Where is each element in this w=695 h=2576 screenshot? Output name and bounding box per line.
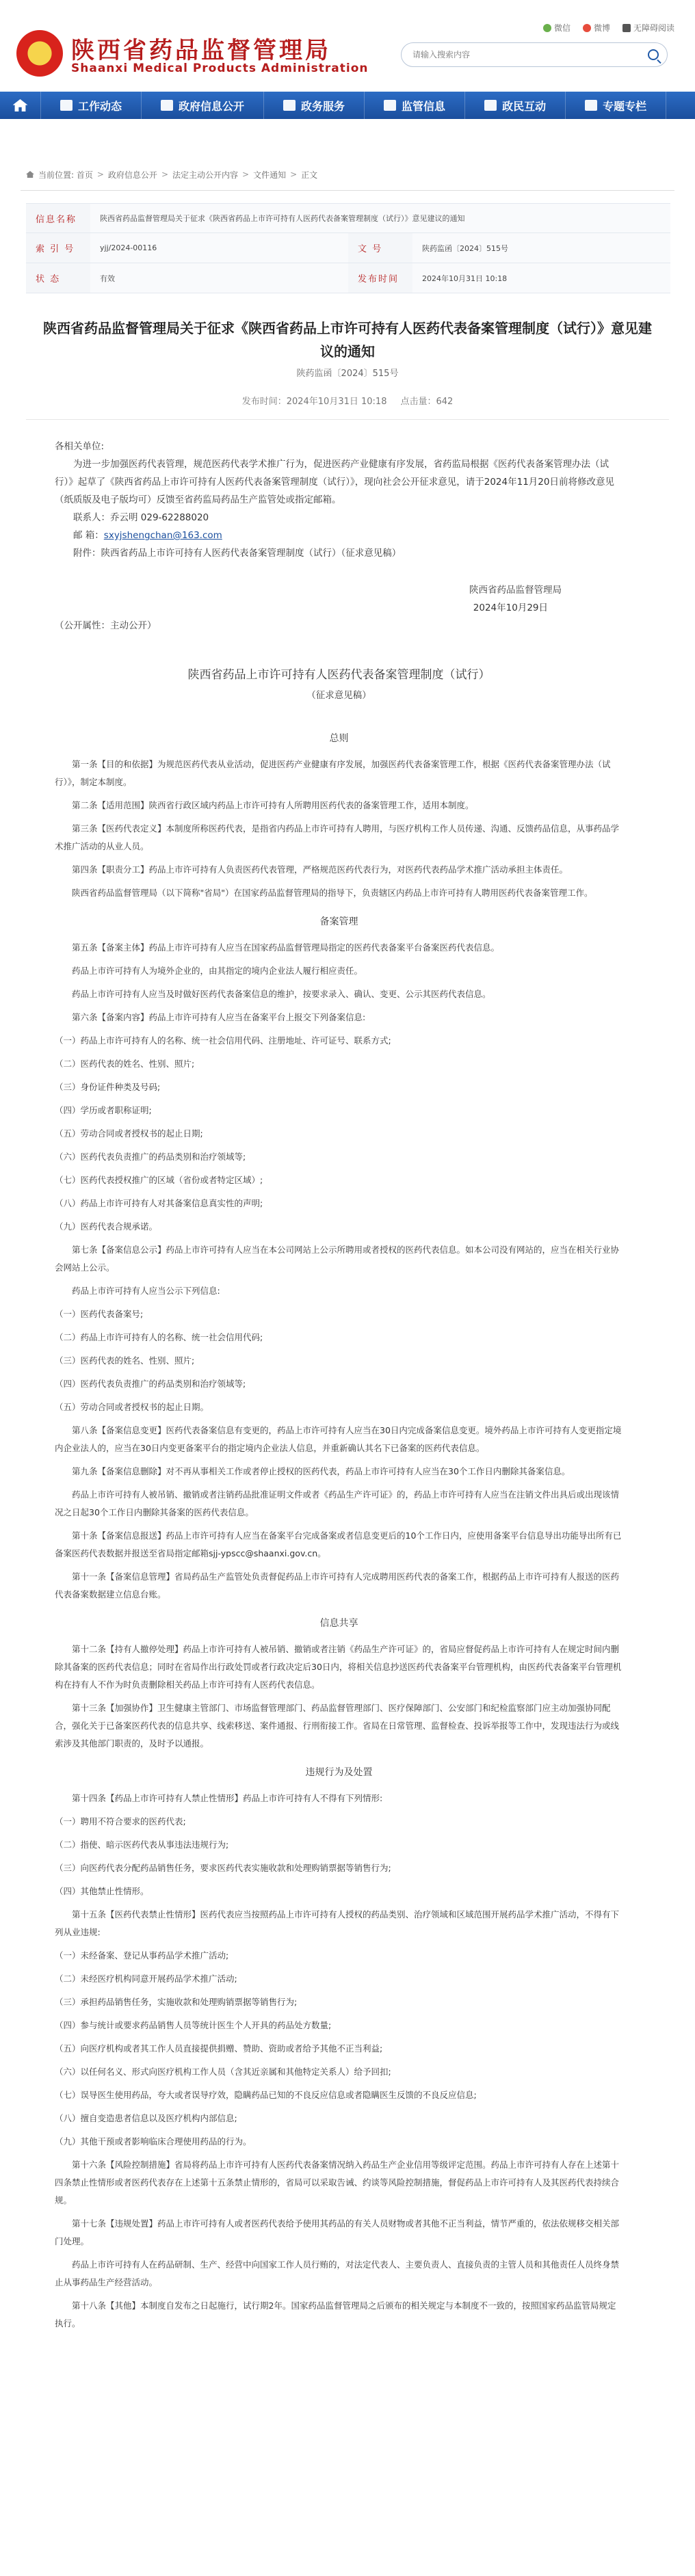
list-item: （七）误导医生使用药品，夸大或者误导疗效，隐瞒药品已知的不良反应信息或者隐瞒医生反馈的不良反应信息; — [55, 2090, 477, 2100]
top-links — [543, 22, 674, 34]
meta-row-index — [26, 233, 670, 263]
accessibility-icon — [622, 24, 631, 32]
article-paragraph: 第七条【备案信息公示】药品上市许可持有人应当在本公司网站上公示所聘用或者授权的医药代表信息。如本公司没有网站的，应当在相关行业协会网站上公示。 — [55, 1245, 620, 1273]
nav-item-regulatory-info[interactable]: 监管信息 — [365, 92, 465, 119]
meta-value: 有效 — [90, 263, 348, 293]
article-paragraph: 第十三条【加强协作】卫生健康主管部门、市场监督管理部门、药品监督管理部门、医疗保障部门、公安部门和纪检监察部门应主动加强协同配合，强化关于已备案医药代表的信息共享、线索移送、案件通报、行刑衔接工作。省局在日常管理、监督检查、投诉举报等工作中，发现违法行为或线索涉及其他部门职责的，及时予以通报。 — [55, 1703, 620, 1749]
nav-item-work-news[interactable]: 工作动态 — [41, 92, 142, 119]
list-item: （五）向医疗机构或者其工作人员直接提供捐赠、赞助、资助或者给予其他不正当利益; — [55, 2043, 383, 2054]
list-item: （五）劳动合同或者授权书的起止日期; — [55, 1128, 203, 1139]
breadcrumb-item[interactable]: 政府信息公开 — [107, 170, 157, 180]
salutation: 各相关单位: — [55, 441, 105, 452]
breadcrumb-item[interactable]: 法定主动公开内容 — [172, 170, 239, 180]
news-icon — [60, 100, 73, 111]
list-item: （三）向医药代表分配药品销售任务，要求医药代表实施收款和处理购销票据等销售行为; — [55, 1863, 391, 1873]
article-paragraph: 第十六条【风险控制措施】省局将药品上市许可持有人医药代表备案情况纳入药品生产企业信用等级评定范围。药品上市许可持有人存在上述第十四条禁止性情形或者医药代表存在上述第十五条禁止情形的，省局可以采取告诫、约谈等风险控制措施，督促药品上市许可持有人及其医药代表持续合规。 — [55, 2160, 620, 2205]
meta-row-info-name — [26, 203, 670, 233]
article-paragraph: 药品上市许可持有人被吊销、撤销或者注销药品批准证明文件或者《药品生产许可证》的，药品上市许可持有人应当在注销文件出具后或出现该情况之日起30个工作日内删除其备案的医药代表信息。 — [55, 1489, 620, 1517]
article-title: 陕西省药品监督管理局关于征求《陕西省药品上市许可持有人医药代表备案管理制度（试行）》意见建议的通知 — [43, 320, 652, 360]
article-paragraph: 第十七条【违规处置】药品上市许可持有人或者医药代表给予使用其药品的有关人员财物或者其他不正当利益，情节严重的，依法依规移交相关部门处理。 — [55, 2218, 620, 2246]
document-icon — [161, 100, 173, 111]
main-nav — [0, 92, 695, 119]
sign-org: 陕西省药品监督管理局 — [469, 585, 562, 596]
document-title: 陕西省药品上市许可持有人医药代表备案管理制度（试行） — [187, 668, 490, 682]
article-paragraph: 第五条【备案主体】药品上市许可持有人应当在国家药品监督管理局指定的医药代表备案平台备案医药代表信息。 — [72, 942, 500, 953]
article-paragraph: 第一条【目的和依据】为规范医药代表从业活动，促进医药产业健康有序发展，加强医药代表备案管理工作，根据《医药代表备案管理办法（试行）》，制定本制度。 — [55, 759, 611, 787]
list-item: （九）其他干预或者影响临床合理使用药品的行为。 — [55, 2136, 252, 2147]
search-box — [401, 42, 668, 67]
list-item: （六）医药代表负责推广的药品类别和治疗领域等; — [55, 1152, 246, 1162]
meta-value: 陕西省药品监督管理局关于征求《陕西省药品上市许可持有人医药代表备案管理制度（试行）》意见建议的通知 — [90, 204, 670, 233]
nav-item-gov-services[interactable]: 政务服务 — [264, 92, 365, 119]
search-icon[interactable] — [648, 49, 659, 60]
list-item: （四）其他禁止性情形。 — [55, 1886, 149, 1896]
meta-value: 2024年10月31日 10:18 — [412, 263, 670, 293]
wechat-link[interactable]: 微信 — [543, 22, 571, 34]
nav-item-special-topics[interactable]: 专题专栏 — [566, 92, 666, 119]
list-item: （二）医药代表的姓名、性别、照片; — [55, 1059, 195, 1069]
document-subtitle: （征求意见稿） — [306, 690, 371, 701]
chat-icon — [484, 100, 497, 111]
article-paragraph: 第九条【备案信息删除】对不再从事相关工作或者停止授权的医药代表，药品上市许可持有人应当在30个工作日内删除其备案信息。 — [72, 1466, 571, 1476]
list-item: （一）药品上市许可持有人的名称、统一社会信用代码、注册地址、许可证号、联系方式; — [55, 1035, 391, 1046]
article-docno: 陕药监函〔2024〕515号 — [296, 369, 399, 379]
article-body — [55, 438, 623, 2333]
services-icon — [283, 100, 296, 111]
article-paragraph: 第六条【备案内容】药品上市许可持有人应当在备案平台上报交下列备案信息: — [72, 1012, 366, 1022]
article-paragraph: 药品上市许可持有人应当及时做好医药代表备案信息的维护，按要求录入、确认、变更、公示其医药代表信息。 — [72, 989, 491, 999]
divider — [26, 419, 669, 420]
home-icon — [13, 99, 28, 111]
meta-label: 信息名称 — [26, 204, 90, 233]
breadcrumb-item[interactable]: 文件通知 — [253, 170, 287, 180]
list-item: （八）药品上市许可持有人对其备案信息真实性的声明; — [55, 1198, 263, 1208]
list-item: （五）劳动合同或者授权书的起止日期。 — [55, 1402, 209, 1412]
section-title: 信息共享 — [319, 1618, 358, 1629]
article-paragraph: 第十五条【医药代表禁止性情形】医药代表应当按照药品上市许可持有人授权的药品类别、治疗领域和区域范围开展药品学术推广活动，不得有下列从业违规: — [55, 1909, 620, 1937]
list-item: （七）医药代表授权推广的区域（省份或者特定区域）; — [55, 1175, 263, 1185]
email-link[interactable]: sxyjshengchan@163.com — [103, 530, 222, 541]
topic-icon — [585, 100, 597, 111]
publish-time: 发布时间：2024年10月31日 10:18 — [241, 397, 387, 407]
rules-container — [55, 731, 623, 2333]
list-item: （一）聘用不符合要求的医药代表; — [55, 1816, 186, 1827]
view-count: 点击量：642 — [400, 397, 454, 407]
list-item: （三）身份证件种类及号码; — [55, 1082, 161, 1092]
list-item: （六）以任何名义、形式向医疗机构工作人员（含其近亲属和其他特定关系人）给予回扣; — [55, 2067, 391, 2077]
site-name-en: Shaanxi Medical Products Administration — [71, 62, 369, 75]
article-paragraph: 药品上市许可持有人为境外企业的，由其指定的境内企业法人履行相应责任。 — [72, 966, 363, 976]
article-info — [0, 394, 695, 407]
meta-label: 索 引 号 — [26, 233, 90, 263]
home-icon — [26, 171, 34, 178]
email-line: 邮 箱：sxyjshengchan@163.com — [73, 530, 222, 541]
intro-paragraph: 为进一步加强医药代表管理，规范医药代表学术推广行为，促进医药产业健康有序发展，省药监局根据《医药代表备案管理办法（试行）》起草了《陕西省药品上市许可持有人医药代表备案管理制度（试行）》，现向社会公开征求意见，请于2024年11月20日前将修改意见（纸质版及电子版均可）反馈至省药监局药品生产监管处或指定邮箱。 — [55, 459, 614, 505]
public-attribute: （公开属性：主动公开） — [55, 620, 157, 631]
article-paragraph: 药品上市许可持有人应当公示下列信息: — [72, 1286, 220, 1296]
meta-label: 状 态 — [26, 263, 90, 293]
breadcrumb-item[interactable]: 当前位置: 首页 — [38, 170, 93, 180]
contact-line: 联系人：乔云明 029-62288020 — [73, 512, 209, 523]
nav-item-interaction[interactable]: 政民互动 — [465, 92, 566, 119]
article-paragraph: 陕西省药品监督管理局（以下简称"省局"）在国家药品监督管理局的指导下，负责辖区内药品上市许可持有人聘用医药代表备案管理工作。 — [72, 888, 593, 898]
breadcrumb: 当前位置: 首页 > 政府信息公开 > 法定主动公开内容 > 文件通知 > 正文 — [26, 168, 695, 181]
article-paragraph: 第四条【职责分工】药品上市许可持有人负责医药代表管理，严格规范医药代表行为，对医药代表药品学术推广活动承担主体责任。 — [72, 864, 568, 875]
article-paragraph: 第八条【备案信息变更】医药代表备案信息有变更的，药品上市许可持有人应当在30日内完成备案信息变更。境外药品上市许可持有人变更指定境内企业法人的，应当在30日内变更备案平台的指定境内企业法人信息，并重新确认其名下已备案的医药代表信息。 — [55, 1425, 622, 1453]
article-paragraph: 第三条【医药代表定义】本制度所称医药代表，是指省内药品上市许可持有人聘用，与医疗机构工作人员传递、沟通、反馈药品信息，从事药品学术推广活动的从业人员。 — [55, 823, 620, 851]
article-paragraph: 第二条【适用范围】陕西省行政区域内药品上市许可持有人所聘用医药代表的备案管理工作，适用本制度。 — [72, 800, 474, 810]
list-item: （二）药品上市许可持有人的名称、统一社会信用代码; — [55, 1332, 263, 1342]
weibo-link[interactable]: 微博 — [583, 22, 610, 34]
site-name[interactable]: 陕西省药品监督管理局 — [71, 37, 331, 64]
section-title: 违规行为及处置 — [305, 1767, 373, 1778]
list-item: （一）未经备案、登记从事药品学术推广活动; — [55, 1950, 229, 1961]
list-item: （八）擅自变造患者信息以及医疗机构内部信息; — [55, 2113, 237, 2123]
list-item: （三）医药代表的姓名、性别、照片; — [55, 1355, 195, 1366]
meta-row-status — [26, 263, 670, 293]
weibo-icon — [583, 24, 591, 32]
list-item: （四）学历或者职称证明; — [55, 1105, 152, 1115]
divider — [21, 190, 674, 191]
article-paragraph: 第十条【备案信息报送】药品上市许可持有人应当在备案平台完成备案或者信息变更后的10个工作日内，应使用备案平台信息导出功能导出所有已备案医药代表数据并报送至省局指定邮箱sjj-ypscc@shaanxi.gov.cn。 — [55, 1530, 622, 1558]
article-paragraph: 药品上市许可持有人在药品研制、生产、经营中向国家工作人员行贿的，对法定代表人、主要负责人、直接负责的主管人员和其他责任人员终身禁止从事药品生产经营活动。 — [55, 2259, 620, 2287]
list-item: （四）医药代表负责推广的药品类别和治疗领域等; — [55, 1379, 246, 1389]
attachment-line[interactable]: 附件：陕西省药品上市许可持有人医药代表备案管理制度（试行）（征求意见稿） — [73, 548, 402, 559]
list-item: （四）参与统计或要求药品销售人员等统计医生个人开具的药品处方数量; — [55, 2020, 332, 2030]
article-paragraph: 第十二条【持有人撤停处理】药品上市许可持有人被吊销、撤销或者注销《药品生产许可证》的，省局应督促药品上市许可持有人在规定时间内删除其备案的医药代表信息；同时在省局作出行政处罚或者行政决定后30日内，将相关信息抄送医药代表备案平台管理机构，由医药代表备案平台管理机构在持有人不作为时负责删除相关药品上市许可持有人医药代表信息。 — [55, 1644, 622, 1690]
list-item: （二）未经医疗机构同意开展药品学术推广活动; — [55, 1974, 237, 1984]
wechat-icon — [543, 24, 551, 32]
nav-home[interactable] — [0, 92, 41, 119]
list-item: （一）医药代表备案号; — [55, 1309, 144, 1319]
nav-item-info-disclosure[interactable]: 政府信息公开 — [142, 92, 264, 119]
meta-label: 发布时间 — [348, 263, 412, 293]
accessibility-link[interactable]: 无障碍阅读 — [622, 22, 674, 34]
meta-table — [26, 203, 670, 293]
article-paragraph: 第十一条【备案信息管理】省局药品生产监管处负责督促药品上市许可持有人完成聘用医药代表的备案工作，根据药品上市许可持有人报送的医药代表备案数据建立信息台账。 — [55, 1571, 620, 1599]
list-item: （二）指使、暗示医药代表从事违法违规行为; — [55, 1840, 229, 1850]
site-header — [0, 0, 695, 92]
article-paragraph: 第十八条【其他】本制度自发布之日起施行，试行期2年。国家药品监督管理局之后颁布的相关规定与本制度不一致的，按照国家药品监管局规定执行。 — [55, 2300, 616, 2328]
national-emblem-icon — [16, 30, 63, 77]
meta-value: yjj/2024-00116 — [90, 233, 348, 263]
sign-date: 2024年10月29日 — [473, 602, 548, 613]
list-item: （九）医药代表合规承诺。 — [55, 1221, 158, 1232]
breadcrumb-item: 正文 — [301, 170, 318, 180]
monitor-icon — [384, 100, 396, 111]
article-paragraph: 第十四条【药品上市许可持有人禁止性情形】药品上市许可持有人不得有下列情形: — [72, 1793, 383, 1803]
meta-label: 文 号 — [348, 233, 412, 263]
list-item: （三）承担药品销售任务，实施收款和处理购销票据等销售行为; — [55, 1997, 298, 2007]
section-title: 备案管理 — [319, 916, 358, 927]
meta-value: 陕药监函〔2024〕515号 — [412, 233, 670, 263]
section-title: 总则 — [329, 733, 349, 744]
search-input[interactable] — [412, 43, 638, 66]
